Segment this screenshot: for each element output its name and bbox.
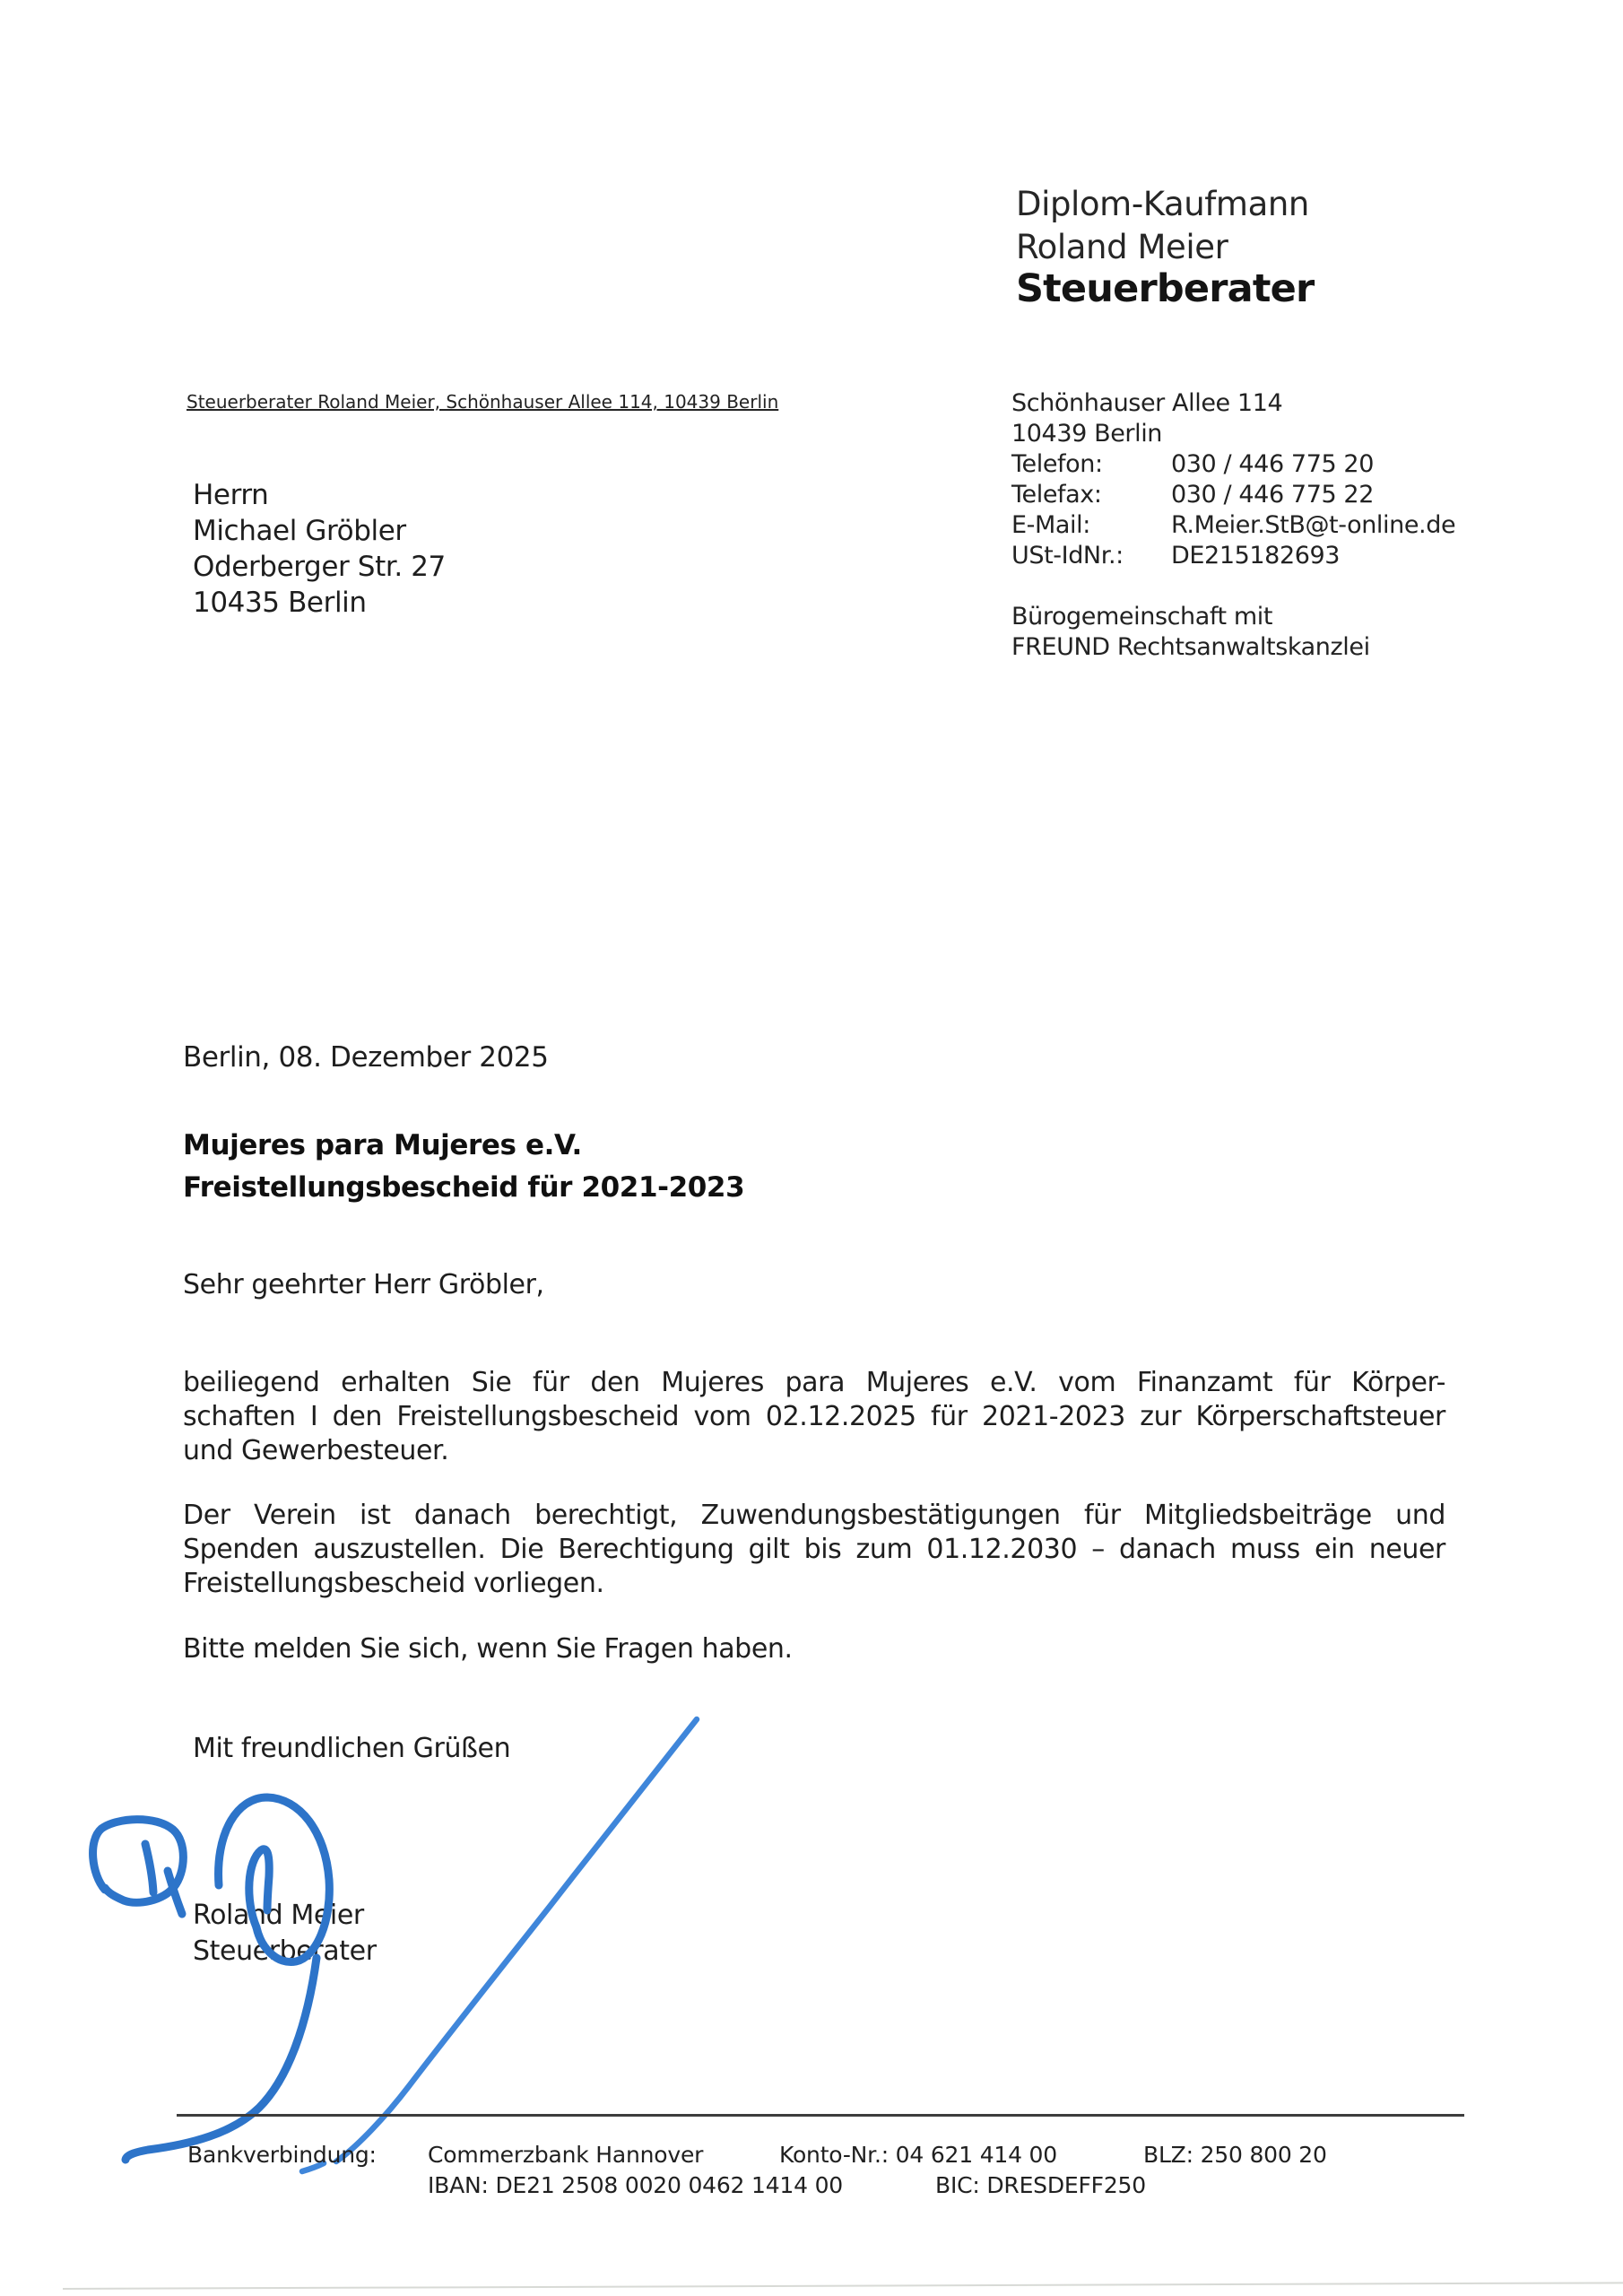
contact-email-label: E-Mail: <box>1011 511 1090 539</box>
body-para1-line1: beiliegend erhalten Sie für den Mujeres para Mujeres e.V. vom Finanzamt für Körper- <box>183 1367 1445 1398</box>
contact-phone-label: Telefon: <box>1011 450 1103 478</box>
body-para2-line2: Spenden auszustellen. Die Berechtigung gilt bis zum 01.12.2030 – danach muss ein neuer <box>183 1534 1445 1565</box>
sender-return-address: Steuerberater Roland Meier, Schönhauser Allee 114, 10439 Berlin <box>187 391 779 413</box>
recipient-city: 10435 Berlin <box>193 587 367 619</box>
signature-tail <box>126 1958 317 2160</box>
header-name: Roland Meier <box>1016 228 1228 266</box>
contact-street: Schönhauser Allee 114 <box>1011 389 1283 417</box>
footer-iban: IBAN: DE21 2508 0020 0462 1414 00 <box>428 2172 843 2198</box>
signature-small-loop-inner <box>145 1844 153 1892</box>
subject-line1: Mujeres para Mujeres e.V. <box>183 1129 582 1161</box>
signature-tick <box>168 1871 182 1914</box>
signature-diagonal <box>336 1719 697 2161</box>
contact-vatid-value: DE215182693 <box>1171 542 1341 570</box>
footer-blz: BLZ: 250 800 20 <box>1143 2142 1327 2168</box>
signer-title: Steuerberater <box>193 1935 377 1967</box>
date-line: Berlin, 08. Dezember 2025 <box>183 1041 549 1074</box>
recipient-name: Michael Gröbler <box>193 515 406 547</box>
footer-bic: BIC: DRESDEFF250 <box>935 2172 1146 2198</box>
contact-city: 10439 Berlin <box>1011 420 1163 448</box>
scan-edge-artifact <box>63 2282 1623 2290</box>
contact-fax-value: 030 / 446 775 22 <box>1171 481 1374 509</box>
header-degree: Diplom-Kaufmann <box>1016 185 1309 223</box>
body-para3: Bitte melden Sie sich, wenn Sie Fragen haben. <box>183 1633 793 1665</box>
recipient-street: Oderberger Str. 27 <box>193 551 446 583</box>
contact-email-value: R.Meier.StB@t-online.de <box>1171 511 1456 539</box>
signature-small-loop <box>93 1820 184 1903</box>
footer-bank-label: Bankverbindung: <box>187 2142 377 2168</box>
office-community-line2: FREUND Rechtsanwaltskanzlei <box>1011 633 1370 661</box>
body-para2-line1: Der Verein ist danach berechtigt, Zuwendungsbestätigungen für Mitgliedsbeiträge und <box>183 1500 1445 1531</box>
contact-phone-value: 030 / 446 775 20 <box>1171 450 1374 478</box>
footer-account-number: Konto-Nr.: 04 621 414 00 <box>779 2142 1057 2168</box>
office-community-line1: Bürogemeinschaft mit <box>1011 603 1273 631</box>
salutation: Sehr geehrter Herr Gröbler, <box>183 1269 544 1300</box>
body-para2-line3: Freistellungsbescheid vorliegen. <box>183 1568 604 1599</box>
subject-line2: Freistellungsbescheid für 2021-2023 <box>183 1171 745 1204</box>
contact-vatid-label: USt-IdNr.: <box>1011 542 1124 570</box>
recipient-salutation-line: Herrn <box>193 479 269 511</box>
body-para1-line3: und Gewerbesteuer. <box>183 1435 449 1466</box>
footer-bank-name: Commerzbank Hannover <box>428 2142 704 2168</box>
contact-fax-label: Telefax: <box>1011 481 1102 509</box>
header-title: Steuerberater <box>1016 266 1315 311</box>
closing-regards: Mit freundlichen Grüßen <box>193 1733 511 1764</box>
signer-name: Roland Meier <box>193 1900 364 1931</box>
body-para1-line2: schaften I den Freistellungsbescheid vom 02.12.2025 für 2021-2023 zur Körperschaftsteuer <box>183 1401 1445 1432</box>
footer-divider-line <box>177 2114 1464 2117</box>
